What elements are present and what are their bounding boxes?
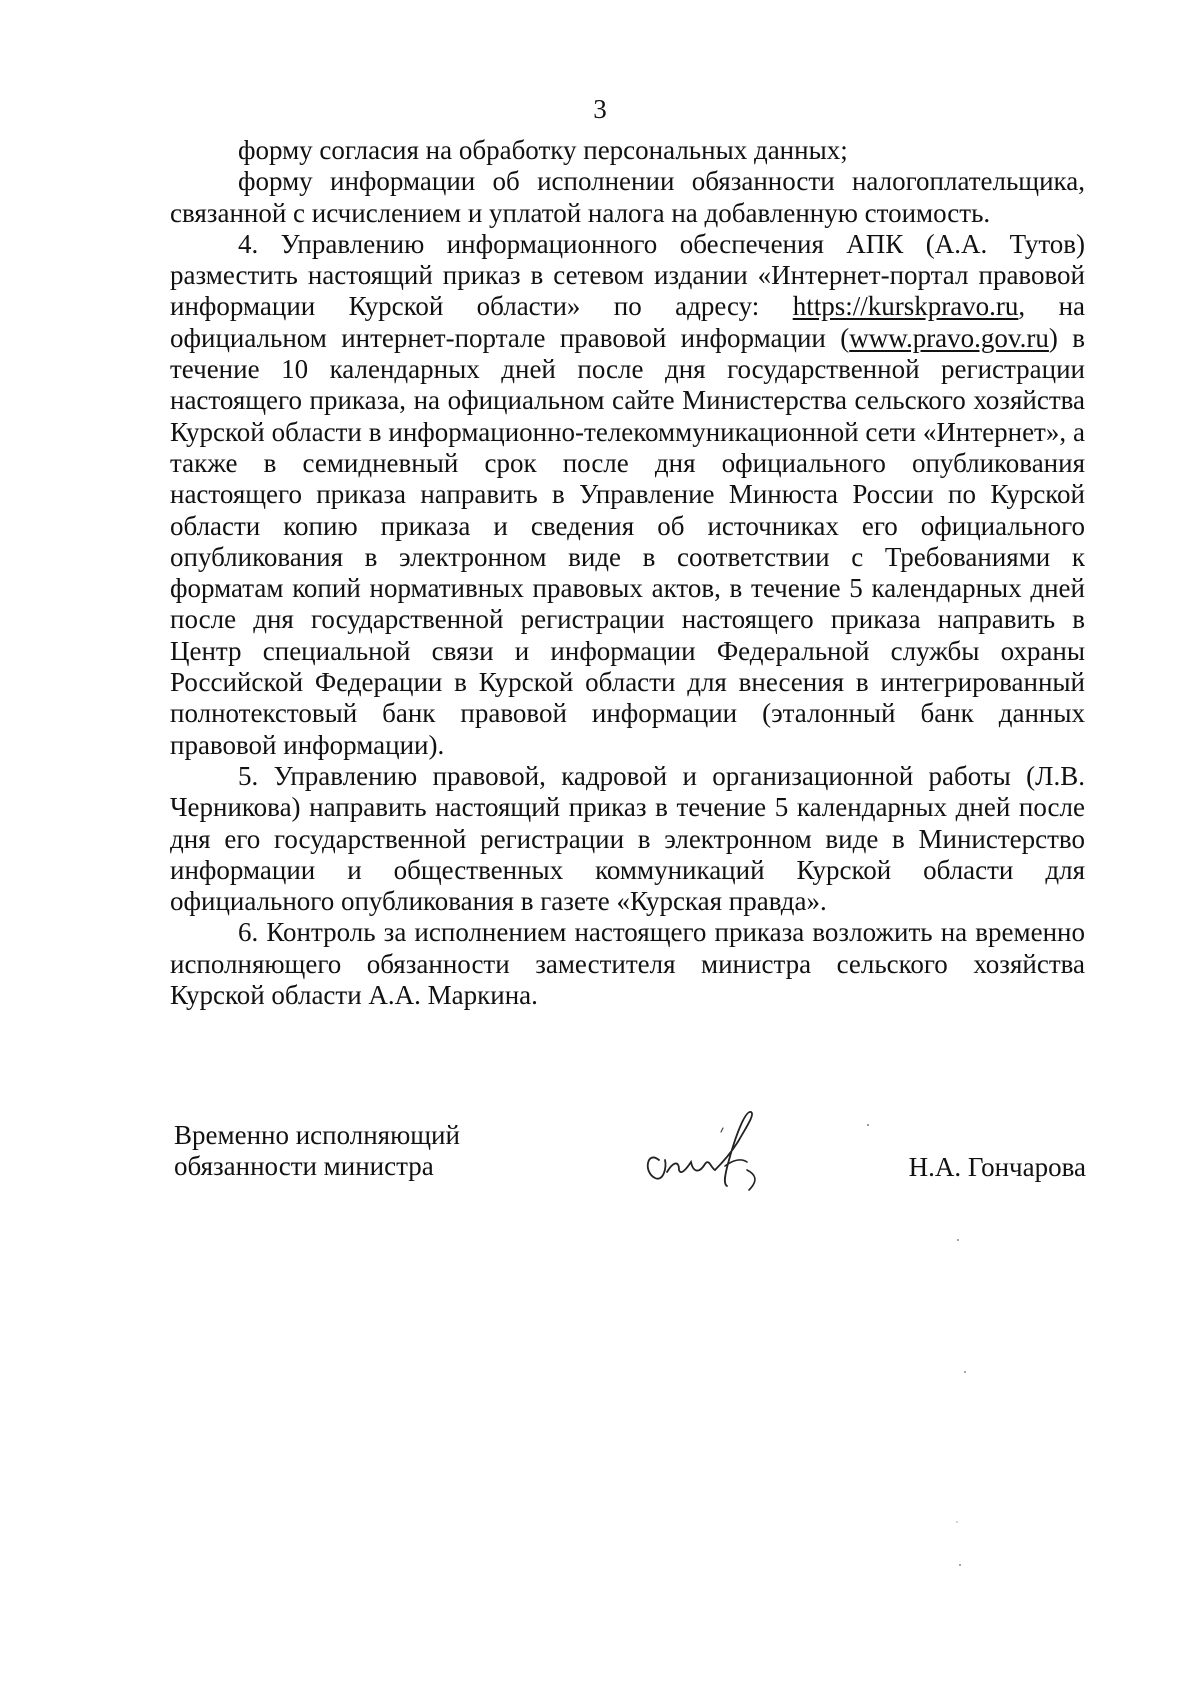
page-number: 3 — [593, 94, 607, 124]
document-body — [170, 135, 1085, 1011]
pravo-gov-link[interactable]: www.pravo.gov.ru — [849, 322, 1049, 353]
signatory-title — [174, 1120, 534, 1182]
paragraph-item-4-text-a: 4. Управлению информационного обеспечения АПК (А.А. Тутов) разместить настоящий приказ в сетевом издании «Интернет-портал правовой информации Курской области» по адресу: — [170, 228, 1085, 322]
signature-block — [174, 1120, 1086, 1240]
paragraph-item-4 — [170, 229, 1085, 761]
paragraph-item-5: 5. Управлению правовой, кадровой и организационной работы (Л.В. Черникова) направить настоящий приказ в течение 5 календарных дней после дня его государственной регистрации в электронном виде в Министерство информации и общественных коммуникаций Курской области для официального опубликования в газете «Курская правда». — [170, 760, 1085, 917]
paragraph-vat-info-form: форму информации об исполнении обязанности налогоплательщика, связанной с исчислением и уплатой налога на добавленную стоимость. — [170, 166, 1085, 228]
paragraph-consent-form: форму согласия на обработку персональных данных; — [238, 135, 848, 165]
handwritten-signature — [629, 1102, 799, 1202]
signatory-title-line-1: Временно исполняющий — [174, 1120, 460, 1150]
paragraph-item-6: 6. Контроль за исполнением настоящего приказа возложить на временно исполняющего обязанности заместителя министра сельского хозяйства Курской области А.А. Маркина. — [170, 917, 1085, 1011]
kurskpravo-link[interactable]: https://kurskpravo.ru — [792, 291, 1019, 322]
signatory-name: Н.А. Гончарова — [908, 1152, 1086, 1182]
paragraph-item-4-text-b: , на официальном интернет-портале правовой информации ( — [170, 291, 1085, 353]
signatory-title-line-2: обязанности министра — [174, 1151, 434, 1181]
paragraph-item-4-text-c: ) в течение 10 календарных дней после дня государственной регистрации настоящего приказа, на официальном сайте Министерства сельского хозяйства Курской области в информационно-телекоммуникационной сети «Интернет», а также в семидневный срок после дня официального опубликования настоящего приказа направить в Управление Минюста России по Курской области копию приказа и сведения об источниках его официального опубликования в электронном виде в соответствии с Требованиями к форматам копий нормативных правовых актов, в течение 5 календарных дней после дня государственной регистрации настоящего приказа направить в Центр специальной связи и информации Федеральной службы охраны Российской Федерации в Курской области для внесения в интегрированный полнотекстовый банк правовой информации (эталонный банк данных правовой информации). — [170, 322, 1085, 760]
